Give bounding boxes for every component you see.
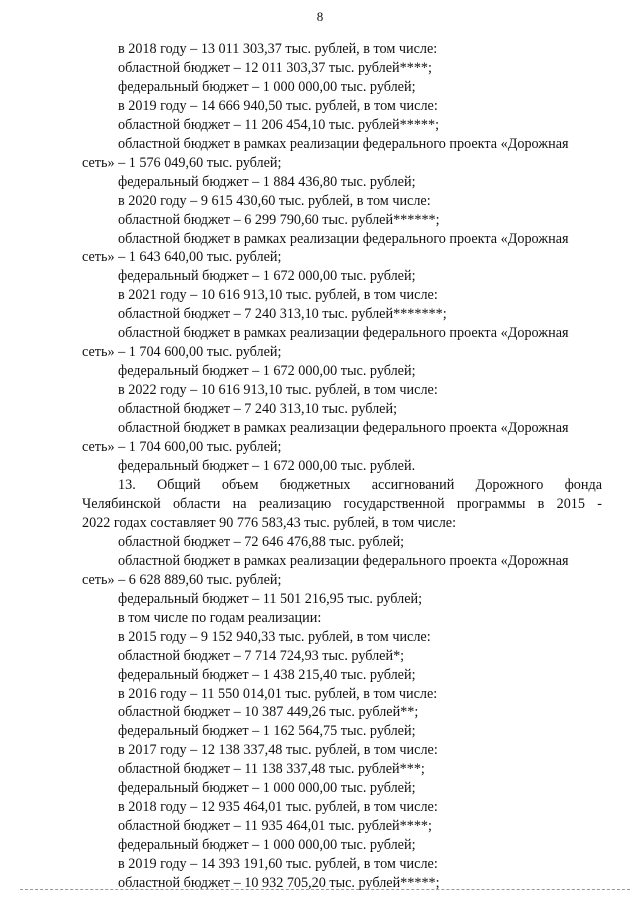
text-line: в 2018 году – 13 011 303,37 тыс. рублей, в том числе:: [118, 41, 438, 57]
text-line: областной бюджет – 11 935 464,01 тыс. рублей****;: [118, 818, 432, 835]
text-line: областной бюджет – 12 011 303,37 тыс. рублей****;: [118, 59, 432, 76]
text-line: федеральный бюджет – 11 501 216,95 тыс. рублей;: [118, 590, 423, 607]
text-line: федеральный бюджет – 1 000 000,00 тыс. рублей;: [118, 837, 416, 854]
text-line: федеральный бюджет – 1 884 436,80 тыс. рублей;: [118, 173, 416, 190]
text-line: областной бюджет в рамках реализации федерального проекта «Дорожная: [118, 420, 569, 437]
text-line: сеть» – 1 576 049,60 тыс. рублей;: [82, 154, 282, 171]
text-line: в 2017 году – 12 138 337,48 тыс. рублей, в том числе:: [118, 742, 438, 759]
text-line: федеральный бюджет – 1 672 000,00 тыс. рублей;: [118, 363, 416, 380]
document-body: [82, 40, 602, 893]
text-line: областной бюджет – 7 240 313,10 тыс. рублей;: [118, 401, 398, 418]
page-bottom-divider: [20, 889, 630, 890]
text-line: областной бюджет – 10 932 705,20 тыс. рублей*****;: [118, 875, 440, 892]
text-line: сеть» – 1 704 600,00 тыс. рублей;: [82, 344, 282, 361]
text-line: областной бюджет – 7 240 313,10 тыс. рублей*******;: [118, 306, 447, 323]
text-line: Челябинской области на реализацию государственной программы в 2015 -: [82, 495, 602, 512]
text-line: сеть» – 1 704 600,00 тыс. рублей;: [82, 439, 282, 456]
text-line: в 2021 году – 10 616 913,10 тыс. рублей, в том числе:: [118, 287, 438, 304]
text-line: федеральный бюджет – 1 162 564,75 тыс. рублей;: [118, 723, 416, 740]
text-line: областной бюджет в рамках реализации федерального проекта «Дорожная: [118, 230, 569, 247]
text-line: сеть» – 1 643 640,00 тыс. рублей;: [82, 249, 282, 266]
text-line: в 2019 году – 14 393 191,60 тыс. рублей, в том числе:: [118, 856, 438, 873]
text-line: областной бюджет в рамках реализации федерального проекта «Дорожная: [118, 325, 569, 342]
text-line: федеральный бюджет – 1 672 000,00 тыс. рублей;: [118, 268, 416, 285]
text-line: областной бюджет в рамках реализации федерального проекта «Дорожная: [118, 135, 569, 152]
text-line: федеральный бюджет – 1 438 215,40 тыс. рублей;: [118, 666, 416, 683]
text-line: в 2016 году – 11 550 014,01 тыс. рублей, в том числе:: [118, 685, 438, 702]
text-line: федеральный бюджет – 1 000 000,00 тыс. рублей;: [118, 78, 416, 95]
text-line: 13. Общий объем бюджетных ассигнований Дорожного фонда: [118, 476, 602, 493]
text-line: в 2019 году – 14 666 940,50 тыс. рублей, в том числе:: [118, 97, 438, 114]
text-line: в 2020 году – 9 615 430,60 тыс. рублей, в том числе:: [118, 192, 431, 209]
text-line: в 2018 году – 12 935 464,01 тыс. рублей, в том числе:: [118, 799, 438, 816]
text-line: 2022 годах составляет 90 776 583,43 тыс. рублей, в том числе:: [82, 514, 457, 531]
text-line: областной бюджет – 10 387 449,26 тыс. рублей**;: [118, 704, 419, 721]
text-line: в 2015 году – 9 152 940,33 тыс. рублей, в том числе:: [118, 628, 431, 645]
text-line: областной бюджет в рамках реализации федерального проекта «Дорожная: [118, 552, 569, 569]
text-line: областной бюджет – 11 138 337,48 тыс. рублей***;: [118, 761, 425, 778]
text-line: в 2022 году – 10 616 913,10 тыс. рублей, в том числе:: [118, 382, 438, 399]
text-line: федеральный бюджет – 1 672 000,00 тыс. рублей.: [118, 457, 416, 474]
text-line: областной бюджет – 72 646 476,88 тыс. рублей;: [118, 533, 405, 550]
text-line: в том числе по годам реализации:: [118, 609, 322, 626]
text-line: областной бюджет – 6 299 790,60 тыс. рублей******;: [118, 211, 440, 228]
text-line: областной бюджет – 7 714 724,93 тыс. рублей*;: [118, 647, 405, 664]
text-line: сеть» – 6 628 889,60 тыс. рублей;: [82, 571, 282, 588]
page-number: 8: [316, 9, 324, 24]
text-line: областной бюджет – 11 206 454,10 тыс. рублей*****;: [118, 116, 440, 133]
text-line: федеральный бюджет – 1 000 000,00 тыс. рублей;: [118, 780, 416, 797]
